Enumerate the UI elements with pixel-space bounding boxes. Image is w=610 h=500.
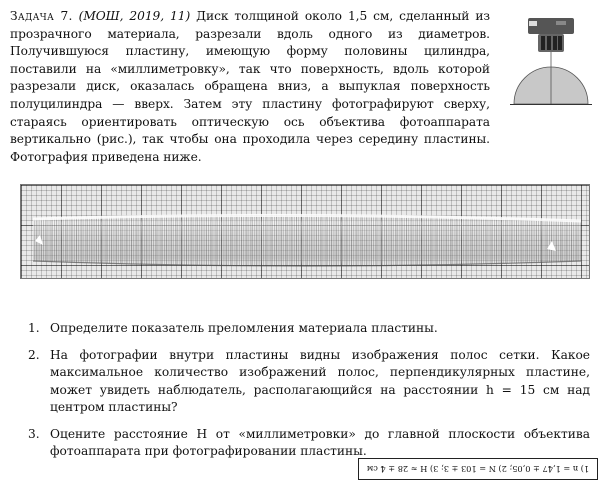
question-number: 3. — [28, 427, 40, 442]
question-text: Определите показатель преломления материала пластины. — [50, 321, 438, 335]
answer-box — [358, 458, 598, 480]
problem-body: Диск толщиной около 1,5 см, сделанный из прозрачного материала, разрезали вдоль одного из диаметров. Получившуюся пластину, имеющую форму половины цилиндра, поставили на «миллиметровку», так что поверхность, вдоль которой разрезали диск, оказалась обращена вниз, а выпуклая поверхность полуцилиндра — вверх. Затем эту пластину фотографируют сверху, стараясь ориентировать оптическую ось объектива фотоаппарата вертикально (рис.), так чтобы она проходила через середину пластины. Фотография приведена ниже. — [10, 9, 490, 164]
question-number: 1. — [28, 321, 40, 335]
question-text: Оцените расстояние H от «миллиметровки» до главной плоскости объектива фотоаппарата при фотографировании пластины. — [50, 427, 590, 459]
answer-text: 1) n = 1,47 ± 0,05; 2) N = 103 ± 3; 3) H ≈ 28 ± 4 см — [366, 464, 590, 474]
camera-setup-diagram — [510, 16, 592, 108]
problem-label: Задача 7. — [10, 9, 73, 23]
problem-source: (МОШ, 2019, 11) — [78, 9, 191, 23]
problem-statement — [10, 8, 490, 166]
question-2 — [28, 347, 590, 416]
questions-list — [28, 320, 590, 470]
photo-of-plate — [20, 184, 590, 279]
question-3 — [28, 426, 590, 460]
camera-diagram-svg — [510, 16, 592, 108]
camera-lens-ring — [541, 36, 545, 50]
plate-photo-svg — [21, 185, 590, 279]
question-text: На фотографии внутри пластины видны изображения полос сетки. Какое максимальное количество изображений полос, перпендикулярных пластине, может увидеть наблюдатель, располагающийся на расстоянии h = 15 см над центром пластины? — [50, 348, 590, 414]
question-1 — [28, 320, 590, 337]
question-number: 2. — [28, 348, 40, 363]
camera-flash — [529, 21, 537, 26]
camera-button — [556, 21, 566, 25]
